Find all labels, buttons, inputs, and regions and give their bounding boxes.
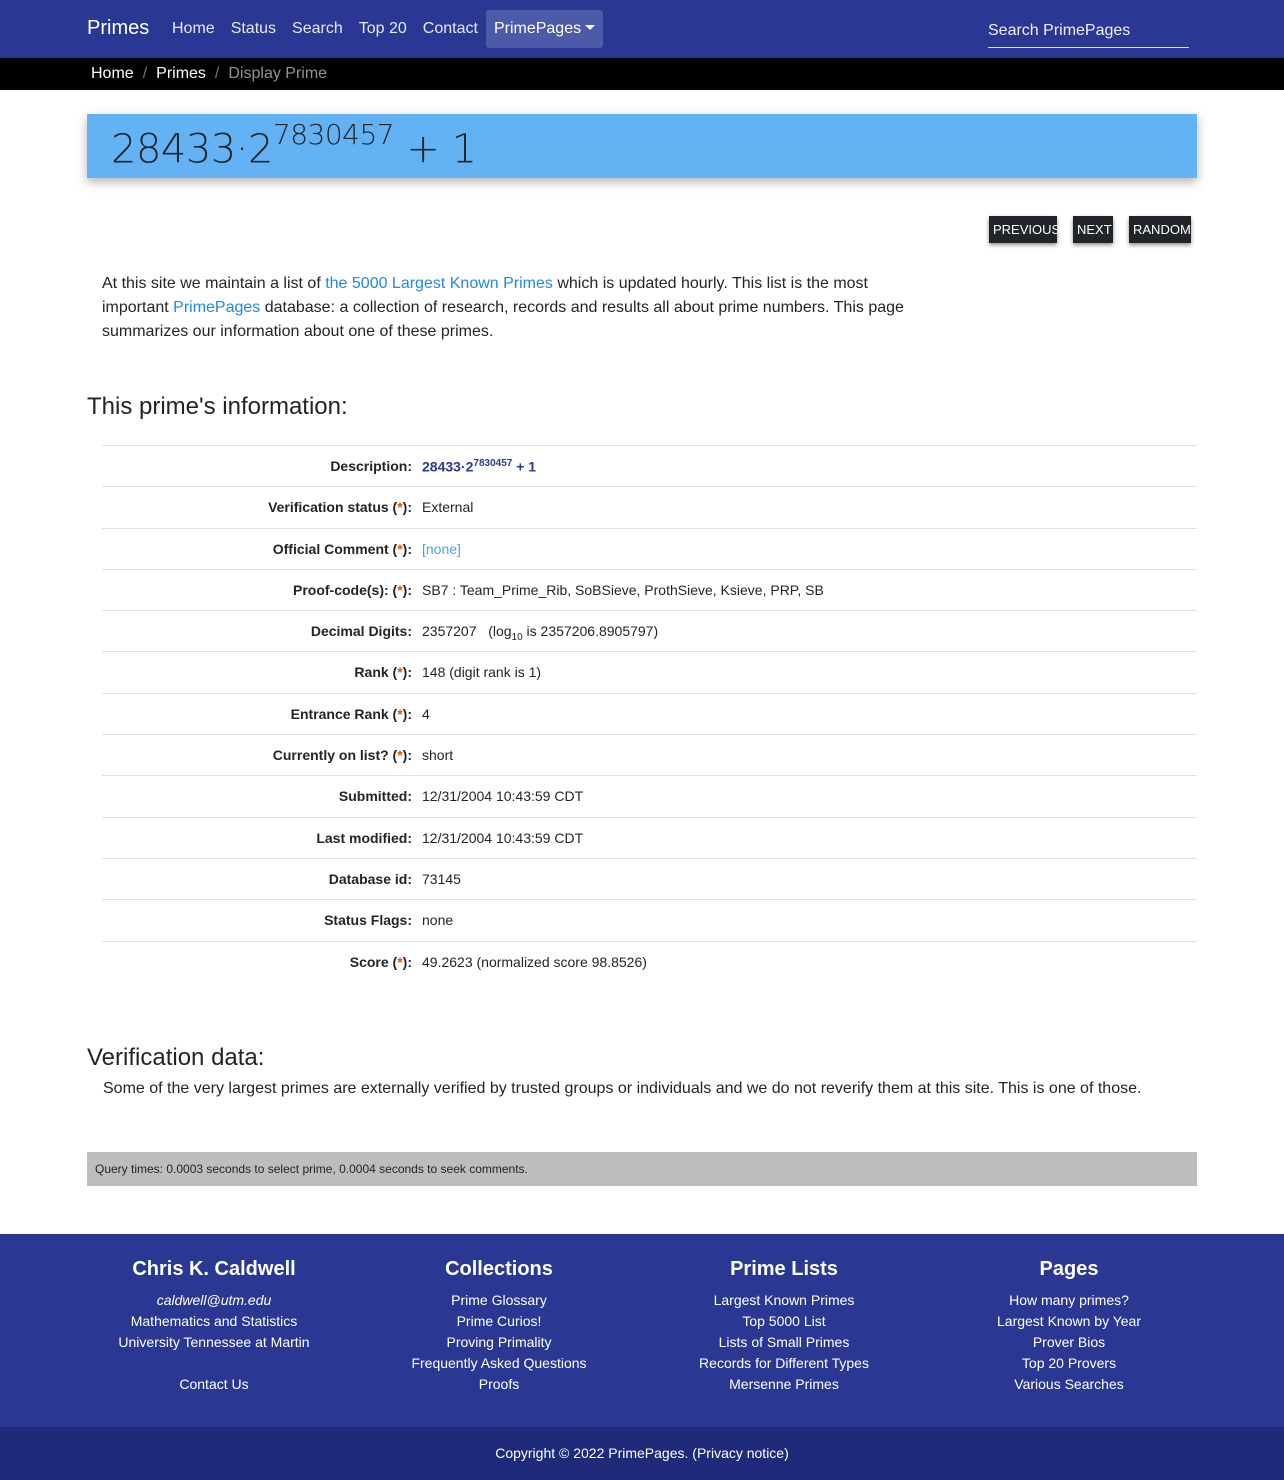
dropdown-label: PrimePages	[493, 20, 582, 37]
verification-heading: Verification data:	[87, 1044, 265, 1071]
verification-text: Some of the very largest primes are externally verified by trusted groups or individuals and we do not reverify them at this site. This is one of those.	[103, 1080, 1142, 1097]
largest-primes-link[interactable]: the 5000 Largest Known Primes	[325, 275, 553, 292]
footer-link[interactable]: Lists of Small Primes	[718, 1334, 850, 1350]
table-row	[102, 651, 1197, 692]
author-university: University Tennessee at Martin	[118, 1334, 310, 1350]
table-row	[102, 528, 1197, 569]
prime-base: 28433·2	[111, 126, 273, 173]
table-row	[102, 941, 1197, 982]
footer-col-prime-lists	[639, 1258, 929, 1395]
label-text: ):	[402, 499, 412, 516]
footer-link[interactable]: Records for Different Types	[699, 1355, 869, 1371]
contact-us-link[interactable]: Contact Us	[179, 1376, 249, 1392]
row-label	[350, 954, 412, 970]
help-asterisk-link[interactable]: *	[397, 953, 403, 970]
label-text: Rank (	[354, 664, 398, 681]
table-row	[102, 610, 1197, 651]
row-label	[268, 499, 412, 515]
footer-link[interactable]: Top 20 Provers	[1021, 1355, 1117, 1371]
footer-link[interactable]: Prover Bios	[1032, 1334, 1106, 1350]
spacer	[69, 1353, 359, 1374]
breadcrumb-separator: /	[214, 65, 220, 82]
row-label: Database id:	[328, 870, 412, 887]
help-asterisk-link[interactable]: *	[397, 705, 403, 722]
help-asterisk-link[interactable]: *	[397, 581, 403, 598]
caret-down-icon	[585, 25, 595, 30]
row-value: 12/31/2004 10:43:59 CDT	[422, 788, 584, 805]
description-link[interactable]	[422, 458, 536, 475]
row-label: Submitted:	[338, 788, 412, 805]
footer-link[interactable]: Top 5000 List	[742, 1313, 826, 1329]
primepages-link[interactable]: PrimePages	[173, 299, 261, 316]
search-input[interactable]	[988, 14, 1189, 48]
row-value: 73145	[422, 870, 461, 887]
info-heading: This prime's information:	[87, 393, 348, 420]
row-value	[422, 623, 658, 643]
label-text: ):	[402, 540, 412, 557]
copyright-text: Copyright © 2022 PrimePages. (	[495, 1445, 697, 1461]
copyright-end: )	[784, 1445, 789, 1461]
row-value: 4	[422, 705, 430, 722]
row-label: Status Flags:	[324, 912, 412, 929]
row-value: 12/31/2004 10:43:59 CDT	[422, 829, 584, 846]
footer-link[interactable]: Frequently Asked Questions	[411, 1355, 587, 1371]
label-text: Entrance Rank (	[290, 705, 398, 722]
random-button[interactable]: RANDOM	[1129, 216, 1191, 243]
table-row	[102, 899, 1197, 940]
next-button[interactable]: NEXT	[1073, 216, 1113, 243]
prime-title	[111, 118, 477, 173]
nav-home[interactable]: Home	[172, 20, 215, 37]
footer-link[interactable]: Prime Glossary	[451, 1292, 547, 1308]
intro-text: At this site we maintain a list of	[102, 275, 326, 292]
label-text: ):	[402, 953, 412, 970]
help-asterisk-link[interactable]: *	[397, 664, 403, 681]
label-text: Proof-code(s): (	[293, 581, 398, 598]
table-row	[102, 569, 1197, 610]
footer-link[interactable]: Largest Known by Year	[997, 1313, 1141, 1329]
help-asterisk-link[interactable]: *	[397, 747, 403, 764]
prime-tail: + 1	[394, 126, 477, 173]
row-value: short	[422, 747, 454, 764]
label-text: Official Comment (	[272, 540, 398, 557]
row-label: Description:	[330, 458, 412, 474]
author-email-link[interactable]: caldwell@utm.edu	[156, 1292, 272, 1308]
footer-title: Chris K. Caldwell	[132, 1258, 296, 1280]
row-label: Last modified:	[316, 829, 412, 846]
row-label	[354, 664, 412, 680]
top-navbar	[0, 0, 1284, 58]
prime-info-table	[102, 445, 1197, 982]
row-value: none	[422, 912, 454, 929]
row-label	[293, 582, 412, 598]
intro-paragraph	[102, 272, 922, 344]
previous-button[interactable]: PREVIOUS	[989, 216, 1057, 243]
table-row	[102, 445, 1197, 486]
table-row	[102, 734, 1197, 775]
nav-contact[interactable]: Contact	[422, 20, 478, 37]
prime-banner	[87, 114, 1197, 178]
log-base: 10	[511, 631, 523, 643]
help-asterisk-link[interactable]: *	[397, 540, 403, 557]
footer-link[interactable]: Various Searches	[1014, 1376, 1124, 1392]
nav-links	[164, 10, 603, 48]
desc-tail: + 1	[512, 458, 537, 475]
breadcrumb-current: Display Prime	[228, 65, 328, 82]
log-text: is 2357206.8905797)	[522, 623, 659, 640]
footer-link[interactable]: Mersenne Primes	[729, 1376, 839, 1392]
table-row	[102, 693, 1197, 734]
breadcrumb-primes[interactable]: Primes	[156, 65, 206, 82]
footer-link[interactable]: Proving Primality	[446, 1334, 552, 1350]
footer-col-pages	[924, 1258, 1214, 1395]
desc-base: 28433·2	[422, 458, 474, 475]
footer-col-author	[69, 1258, 359, 1395]
label-text: Verification status (	[268, 499, 398, 516]
prime-exponent: 7830457	[272, 118, 395, 151]
footer-title: Collections	[445, 1258, 553, 1280]
label-text: ):	[402, 747, 412, 764]
footer-col-collections	[354, 1258, 644, 1395]
query-times-bar: Query times: 0.0003 seconds to select prime, 0.0004 seconds to seek comments.	[87, 1152, 1197, 1186]
row-value: 148 (digit rank is 1)	[422, 664, 542, 681]
intro-text: which is updated hourly. This list is the most important	[102, 275, 868, 316]
author-dept: Mathematics and Statistics	[130, 1313, 298, 1329]
footer-title: Pages	[1039, 1258, 1099, 1280]
row-label	[291, 706, 412, 722]
privacy-notice-link[interactable]: Privacy notice	[696, 1445, 785, 1461]
footer-link[interactable]: Prime Curios!	[456, 1313, 542, 1329]
comment-value-link[interactable]: [none]	[422, 540, 461, 557]
row-label	[273, 747, 412, 763]
table-row	[102, 486, 1197, 527]
footer-title: Prime Lists	[730, 1258, 838, 1280]
footer-link[interactable]: Proofs	[478, 1376, 520, 1392]
copyright-bar	[0, 1427, 1284, 1480]
label-text: ):	[402, 705, 412, 722]
row-label	[273, 541, 412, 557]
row-value: 49.2623 (normalized score 98.8526)	[422, 953, 647, 970]
label-text: ):	[402, 581, 412, 598]
label-text: Score (	[349, 953, 398, 970]
nav-status[interactable]: Status	[230, 20, 277, 37]
row-value: External	[422, 499, 474, 516]
digits-value: 2357207	[422, 623, 477, 640]
table-row	[102, 817, 1197, 858]
breadcrumb-home[interactable]: Home	[91, 65, 134, 82]
footer-link[interactable]: Largest Known Primes	[713, 1292, 855, 1308]
nav-primepages-dropdown[interactable]	[486, 10, 603, 48]
footer-link[interactable]: How many primes?	[1009, 1292, 1129, 1308]
help-asterisk-link[interactable]: *	[397, 499, 403, 516]
desc-exponent: 7830457	[473, 458, 513, 469]
nav-search[interactable]: Search	[292, 20, 343, 37]
table-row	[102, 775, 1197, 816]
label-text: ):	[402, 664, 412, 681]
nav-top20[interactable]: Top 20	[358, 20, 407, 37]
intro-text: database: a collection of research, records and results all about prime numbers. This page summarizes our information about one of these primes.	[102, 299, 904, 340]
label-text: Currently on list? (	[272, 747, 398, 764]
footer	[0, 1234, 1284, 1427]
brand-link[interactable]: Primes	[87, 17, 150, 39]
breadcrumb-bar	[0, 58, 1284, 90]
table-row	[102, 858, 1197, 899]
breadcrumb	[91, 65, 327, 83]
log-text: (log	[488, 623, 512, 640]
breadcrumb-separator: /	[142, 65, 148, 82]
row-label: Decimal Digits:	[310, 623, 412, 640]
row-value: SB7 : Team_Prime_Rib, SoBSieve, ProthSieve, Ksieve, PRP, SB	[422, 581, 824, 598]
